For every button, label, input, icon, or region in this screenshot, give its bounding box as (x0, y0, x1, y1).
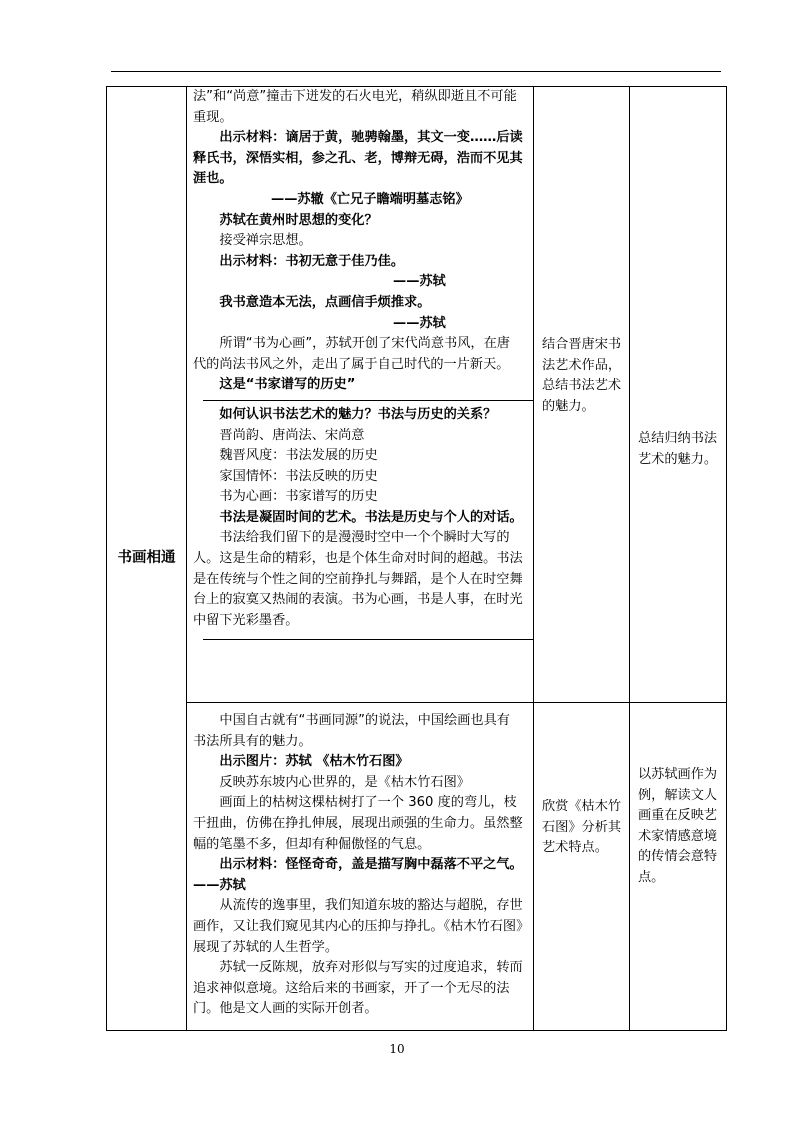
material-lead: 出示材料： (219, 130, 286, 146)
table-row (107, 703, 727, 1031)
table-row (107, 87, 727, 703)
section-divider (203, 400, 533, 401)
lesson-table (106, 86, 727, 1031)
intent-cell (630, 87, 727, 703)
header-rule (111, 71, 721, 72)
summary: 这是“书家谱写的历史” (219, 377, 356, 393)
list-item: 家国情怀：书法反映的历史 (219, 468, 378, 484)
content-cell-history (187, 87, 534, 703)
picture-title: 苏轼 《枯木竹石图》 (285, 754, 409, 770)
picture-lead: 出示图片： (219, 754, 286, 770)
paragraph: 画面上的枯树这棵枯树打了一个 360 度的弯儿，枝干扭曲，仿佛在挣扎伸展，展现出顽强的生命力。虽然整幅的笔墨不多，但却有种倔傲怪的气息。 (193, 795, 523, 852)
material-paragraph (193, 252, 523, 273)
page-number: 10 (389, 1042, 405, 1056)
section-label: 书画相通 (107, 87, 187, 1031)
material-paragraph (193, 128, 523, 190)
material-text: 谪居于黄，驰骋翰墨，其文一变……后读释氏书，深悟实相，参之孔、老，博辩无碍，浩而不见其涯也。 (193, 130, 523, 187)
attribution: ——苏轼 (393, 315, 446, 331)
paragraph: 书法给我们留下的是漫漫时空中一个个瞬时大写的人。这是生命的精彩，也是个体生命对时间的超越。书法是在传统与个性之间的空前挣扎与舞蹈，是个人在时空舞台上的寂寞又热闹的表演。书为心画，书是人事，在时光中留下光彩墨香。 (193, 530, 523, 628)
activity-text: 结合晋唐宋书法艺术作品，总结书法艺术的魅力。 (542, 337, 622, 414)
section-divider (203, 639, 533, 640)
paragraph: 反映苏东坡内心世界的，是《枯木竹石图》 (219, 774, 470, 790)
paragraph (193, 896, 523, 958)
picture-paragraph (193, 752, 523, 773)
activity-cell (534, 703, 630, 1031)
list-item: 书为心画：书家谱写的历史 (219, 489, 378, 505)
quote: 我书意造本无法，点画信手烦推求。 (219, 294, 431, 310)
activity-cell (534, 87, 630, 703)
intent-cell (630, 703, 727, 1031)
answer: 接受禅宗思想。 (219, 233, 312, 249)
conclusion: 书法是凝固时间的艺术。书法是历史与个人的对话。 (219, 509, 523, 525)
paragraph: 中国自古就有“书画同源”的说法，中国绘画也具有书法所具有的魅力。 (193, 713, 510, 749)
list-item: 魏晋风度：书法发展的历史 (219, 448, 378, 464)
paragraph: 法”和“尚意”撞击下迸发的石火电光，稍纵即逝且不可能重现。 (193, 89, 517, 125)
material-lead: 出示材料： (219, 857, 286, 873)
paragraph: 所谓“书为心画”，苏轼开创了宋代尚意书风，在唐代的尚法书风之外，走出了属于自己时代的一片新天。 (193, 336, 510, 372)
paragraph-part: 从流传的逸事里，我们知道东坡的豁达与超脱，存世画作，又让我们窥见其内心的压抑与挣扎。 (193, 898, 523, 934)
intent-text: 总结归纳书法艺术的魅力。 (638, 431, 718, 467)
paragraph-part: 《枯木竹石图》展现了苏轼的人生哲学。 (193, 918, 523, 955)
material-paragraph (193, 855, 523, 896)
intent-text: 以苏轼画作为例，解读文人画重在反映艺术家情感意境的传情会意特点。 (638, 767, 718, 885)
attribution: ——苏轼 (393, 274, 446, 290)
question: 如何认识书法艺术的魅力？书法与历史的关系？ (219, 406, 497, 422)
attribution: ——苏辙《亡兄子瞻端明墓志铭》 (271, 191, 469, 207)
material-text: 书初无意于佳乃佳。 (285, 253, 405, 269)
content-cell-painting (187, 703, 534, 1031)
list-item: 晋尚韵、唐尚法、宋尚意 (219, 427, 365, 443)
paragraph: 苏轼一反陈规，放弃对形似与写实的过度追求，转而追求神似意境。这给后来的书画家，开了一个无尽的法门。他是文人画的实际开创者。 (193, 960, 523, 1017)
activity-text: 欣赏《枯木竹石图》分析其艺术特点。 (542, 799, 622, 856)
question: 苏轼在黄州时思想的变化？ (219, 212, 378, 228)
material-text: 怪怪奇奇，盖是描写胸中磊落不平之气。——苏轼 (193, 857, 523, 893)
material-lead: 出示材料： (219, 253, 286, 269)
